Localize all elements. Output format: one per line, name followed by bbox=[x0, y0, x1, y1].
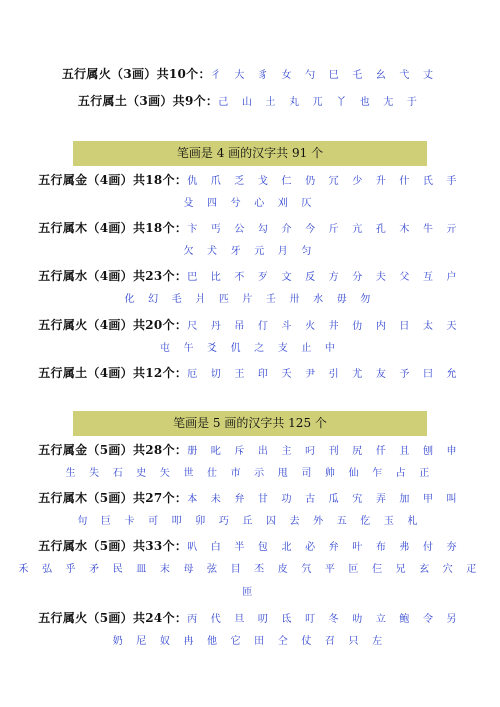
group-characters-continued: 句 巨 卡 可 叩 卯 巧 丘 囚 去 外 五 仡 玉 札 bbox=[77, 516, 423, 527]
group-4-wood bbox=[0, 221, 500, 237]
group-label: 五行属水（5画）共33个： bbox=[38, 539, 188, 553]
group-4-metal-continued bbox=[0, 197, 500, 211]
group-characters: 彳 大 豸 女 勺 巳 乇 幺 弋 丈 bbox=[210, 70, 439, 81]
group-label: 五行属土（3画）共9个： bbox=[77, 94, 219, 108]
group-5-water-continued-2 bbox=[0, 586, 500, 600]
group-characters-continued: 殳 四 兮 心 刈 仄 bbox=[183, 198, 317, 209]
group-label: 五行属木（4画）共18个： bbox=[38, 221, 188, 235]
group-characters: 巴 比 不 歹 文 反 方 分 夫 父 互 户 bbox=[187, 272, 462, 283]
group-label: 五行属金（5画）共28个： bbox=[38, 443, 188, 457]
group-label: 五行属火（3画）共10个： bbox=[61, 67, 211, 81]
group-characters-continued: 屯 午 爻 仉 之 支 止 中 bbox=[159, 343, 341, 354]
group-characters: 卞 丐 公 勾 介 今 斤 亢 孔 木 牛 亓 bbox=[187, 224, 462, 235]
group-characters-continued: 化 幻 毛 爿 匹 片 壬 卅 水 毋 勿 bbox=[124, 294, 376, 305]
group-characters: 厄 切 王 印 夭 尹 引 尤 友 予 曰 允 bbox=[187, 369, 462, 380]
group-characters: 丙 代 旦 叨 氐 叮 冬 叻 立 鲍 令 另 bbox=[187, 614, 462, 625]
group-characters-continued: 欠 犬 牙 元 月 匀 bbox=[183, 246, 317, 257]
group-4-fire-continued bbox=[0, 342, 500, 356]
group-5-metal-continued bbox=[0, 467, 500, 481]
group-characters: 册 叱 斥 出 主 叼 刊 尻 仟 且 刨 申 bbox=[187, 446, 462, 457]
group-characters: 尺 丹 吊 仃 斗 火 井 仂 内 日 太 天 bbox=[187, 321, 462, 332]
group-characters-continued: 生 失 石 史 矢 世 仕 市 示 甩 司 帅 仙 乍 占 正 bbox=[65, 468, 435, 479]
group-4-metal bbox=[0, 173, 500, 189]
section-banner-5-strokes: 笔画是 5 画的汉字共 125 个 bbox=[73, 411, 427, 436]
group-5-wood-continued bbox=[0, 515, 500, 529]
group-label: 五行属金（4画）共18个： bbox=[38, 173, 188, 187]
group-5-metal bbox=[0, 443, 500, 459]
group-characters: 己 山 土 丸 兀 丫 也 尢 于 bbox=[218, 97, 423, 108]
group-5-wood bbox=[0, 491, 500, 507]
group-characters-continued: 奶 尼 奴 冉 他 它 田 仝 仗 召 只 左 bbox=[112, 636, 388, 647]
group-3-earth bbox=[0, 94, 500, 110]
group-4-earth bbox=[0, 366, 500, 382]
group-label: 五行属木（5画）共27个： bbox=[38, 491, 188, 505]
group-characters: 叭 白 半 包 北 必 弁 叶 布 弗 付 夯 bbox=[187, 542, 462, 553]
group-4-water-continued bbox=[0, 293, 500, 307]
group-5-fire bbox=[0, 611, 500, 627]
group-characters-continued: 匝 bbox=[242, 587, 258, 598]
group-characters-continued: 禾 弘 乎 矛 民 皿 末 母 弦 目 丕 皮 氕 平 叵 仨 兄 玄 穴 疋 bbox=[18, 564, 482, 575]
group-5-water bbox=[0, 539, 500, 555]
group-label: 五行属土（4画）共12个： bbox=[38, 366, 188, 380]
group-4-fire bbox=[0, 318, 500, 334]
group-label: 五行属水（4画）共23个： bbox=[38, 269, 188, 283]
section-banner-4-strokes: 笔画是 4 画的汉字共 91 个 bbox=[73, 141, 427, 166]
group-characters: 仇 爪 乏 戈 仁 仍 冗 少 升 什 氏 手 bbox=[187, 176, 462, 187]
group-label: 五行属火（4画）共20个： bbox=[38, 318, 188, 332]
group-4-water bbox=[0, 269, 500, 285]
group-characters: 本 未 弁 甘 功 古 瓜 宄 弄 加 甲 叫 bbox=[187, 494, 462, 505]
group-4-wood-continued bbox=[0, 245, 500, 259]
group-3-fire bbox=[0, 67, 500, 83]
group-5-fire-continued bbox=[0, 635, 500, 649]
group-label: 五行属火（5画）共24个： bbox=[38, 611, 188, 625]
group-5-water-continued bbox=[0, 563, 500, 577]
